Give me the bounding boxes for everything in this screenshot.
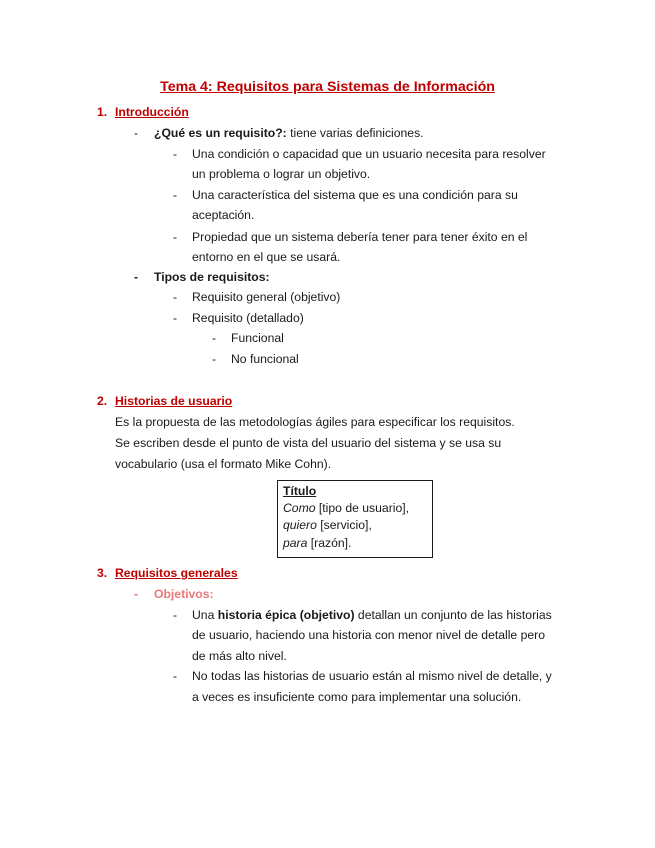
definition-label: ¿Qué es un requisito?: — [154, 126, 287, 140]
template-line-2 — [283, 517, 372, 533]
bullet-dash: - — [173, 290, 178, 304]
section-3-number: 3. — [97, 566, 108, 580]
section-2-number: 2. — [97, 394, 108, 408]
template-header: Título — [283, 484, 317, 498]
types-label: Tipos de requisitos: — [154, 270, 270, 284]
bullet-dash: - — [134, 126, 139, 140]
definition-1-line-2: un problema o lograr un objetivo. — [192, 167, 371, 181]
type-non-functional: No funcional — [231, 352, 299, 366]
epic-pre: Una — [192, 608, 218, 622]
bullet-dash: - — [173, 669, 178, 683]
template-keyword: Como — [283, 501, 316, 515]
page-title: Tema 4: Requisitos para Sistemas de Información — [160, 79, 495, 95]
definition-3-line-2: entorno en el que se usará. — [192, 250, 341, 264]
bullet-dash: - — [212, 331, 217, 345]
template-placeholder: [tipo de usuario], — [315, 501, 410, 515]
template-keyword: quiero — [283, 518, 317, 532]
template-keyword: para — [283, 536, 308, 550]
type-functional: Funcional — [231, 331, 284, 345]
definition-text: tiene varias definiciones. — [286, 126, 424, 140]
paragraph-line-1: Es la propuesta de las metodologías ágiles para especificar los requisitos. — [115, 415, 515, 429]
bullet-dash: - — [173, 608, 178, 622]
objectives-label: Objetivos: — [154, 587, 214, 601]
definition-2-line-1: Una característica del sistema que es una condición para su — [192, 188, 518, 202]
template-placeholder: [servicio], — [316, 518, 372, 532]
bullet-dash: - — [212, 352, 217, 366]
epic-item-line-3: de más alto nivel. — [192, 649, 287, 663]
definition-1-line-1: Una condición o capacidad que un usuario necesita para resolver — [192, 147, 546, 161]
section-1-title: Introducción — [115, 105, 189, 119]
epic-item-line-1 — [192, 607, 552, 623]
bullet-dash: - — [173, 147, 178, 161]
paragraph-line-2: Se escriben desde el punto de vista del usuario del sistema y se usa su — [115, 436, 502, 450]
epic-post: detallan un conjunto de las historias — [354, 608, 552, 622]
template-line-3 — [283, 535, 351, 551]
section-1-number: 1. — [97, 105, 108, 119]
bullet-dash: - — [173, 188, 178, 202]
bullet-dash: - — [173, 311, 178, 325]
definition-3-line-1: Propiedad que un sistema debería tener para tener éxito en el — [192, 230, 528, 244]
epic-term: historia épica (objetivo) — [217, 608, 355, 622]
template-placeholder: [razón]. — [307, 536, 352, 550]
bullet-dash: - — [173, 230, 178, 244]
type-detailed: Requisito (detallado) — [192, 311, 304, 325]
type-general: Requisito general (objetivo) — [192, 290, 341, 304]
epic-item-line-2: de usuario, haciendo una historia con menor nivel de detalle pero — [192, 628, 545, 642]
section-3-title: Requisitos generales — [115, 566, 238, 580]
detail-item-line-1: No todas las historias de usuario están al mismo nivel de detalle, y — [192, 669, 552, 683]
bullet-dash: - — [134, 270, 139, 284]
section-2-title: Historias de usuario — [115, 394, 233, 408]
user-story-template-box — [277, 480, 433, 558]
paragraph-line-3: vocabulario (usa el formato Mike Cohn). — [115, 457, 332, 471]
definition-item — [154, 125, 424, 141]
detail-item-line-2: a veces es insuficiente como para implementar una solución. — [192, 690, 522, 704]
definition-2-line-2: aceptación. — [192, 208, 255, 222]
bullet-dash: - — [134, 587, 139, 601]
template-line-1 — [283, 500, 409, 516]
